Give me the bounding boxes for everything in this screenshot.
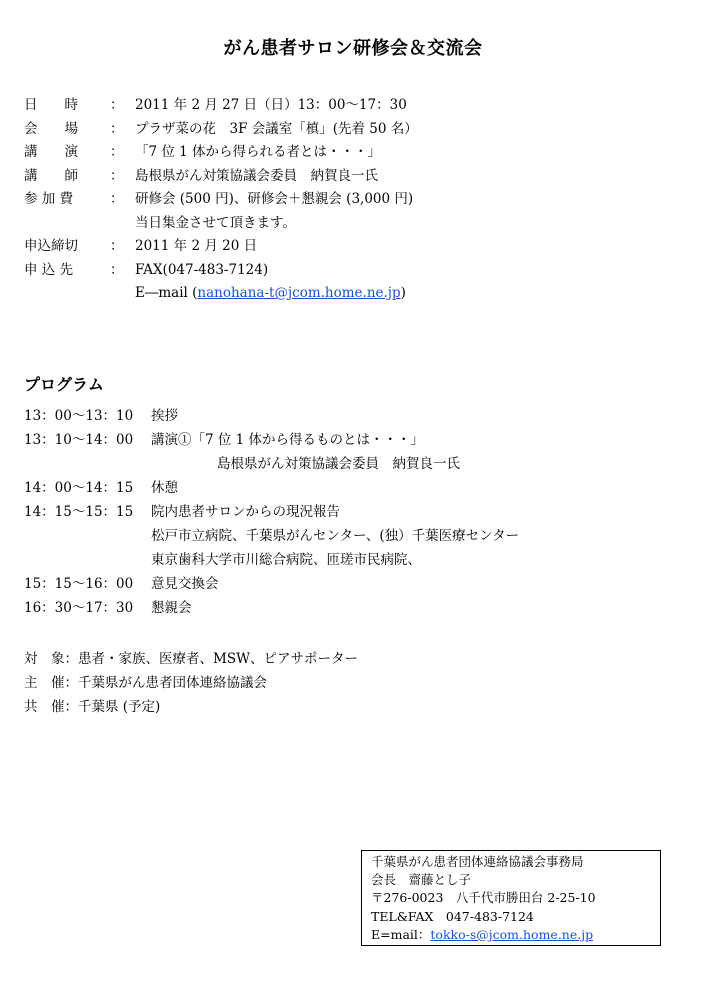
info-row-email xyxy=(24,285,684,309)
email-link[interactable]: nanohana-t@jcom.home.ne.jp xyxy=(197,285,401,301)
contact-org: 千葉県がん患者団体連絡協議会事務局 xyxy=(371,854,584,869)
info-colon: ： xyxy=(110,191,124,207)
info-label: 日 時 xyxy=(24,97,78,113)
info-label: 講 演 xyxy=(24,144,78,160)
info-value: プラザ菜の花 3F 会議室「槙」(先着 50 名） xyxy=(135,120,418,137)
info-value: 研修会 (500 円)、研修会＋懇親会 (3,000 円) xyxy=(135,191,414,207)
program-item xyxy=(24,456,684,480)
program-time: 13：00〜13：10 xyxy=(24,408,134,424)
program-item xyxy=(24,576,684,600)
program-text: 休憩 xyxy=(151,480,178,496)
info-value: 「7 位 1 体から得られる者とは・・・」 xyxy=(135,144,382,160)
program-list xyxy=(24,408,684,624)
info-label: 申 込 先 xyxy=(24,261,74,278)
email-suffix: ) xyxy=(400,285,406,301)
contact-email-line xyxy=(371,926,660,944)
info-value: 2011 年 2 月 20 日 xyxy=(135,238,258,254)
program-text: 東京歯科大学市川総合病院、匝瑳市民病院、 xyxy=(151,552,421,568)
program-item xyxy=(24,600,684,624)
program-text: 島根県がん対策協議会委員 納賀良一氏 xyxy=(217,456,460,472)
email-prefix: E―mail ( xyxy=(135,285,198,301)
info-value: 島根県がん対策協議会委員 納賀良一氏 xyxy=(135,167,378,184)
info-colon: ： xyxy=(110,120,124,137)
info-row-fee-note xyxy=(24,215,684,239)
info-value: 当日集金させて頂きます。 xyxy=(135,214,296,231)
info-label: 参 加 費 xyxy=(24,191,74,207)
organizer: 主 催：千葉県がん患者団体連絡協議会 xyxy=(24,675,267,691)
target-audience: 対 象：患者・家族、医療者、MSW、ピアサポーター xyxy=(24,651,358,667)
contact-telfax: TEL&FAX 047-483-7124 xyxy=(371,908,534,924)
program-item xyxy=(24,408,684,432)
program-text: 意見交換会 xyxy=(151,576,219,592)
info-label: 会 場 xyxy=(24,120,78,137)
info-row-venue xyxy=(24,121,684,145)
info-value: FAX(047-483-7124) xyxy=(135,261,269,278)
program-item xyxy=(24,552,684,576)
contact-email-label: E=mail： xyxy=(371,926,431,942)
info-row-date xyxy=(24,97,684,121)
program-time: 14：15〜15：15 xyxy=(24,504,134,520)
info-colon: ： xyxy=(110,167,124,184)
info-row-deadline xyxy=(24,238,684,262)
info-colon: ： xyxy=(110,238,124,254)
program-time: 16：30〜17：30 xyxy=(24,600,134,616)
program-time: 14：00〜14：15 xyxy=(24,480,134,496)
contact-email-link[interactable]: tokko-s@jcom.home.ne.jp xyxy=(430,926,594,942)
program-item xyxy=(24,432,684,456)
info-row-apply-to xyxy=(24,262,684,286)
program-text: 松戸市立病院、千葉県がんセンター、(独）千葉医療センター xyxy=(151,528,520,544)
info-colon: ： xyxy=(110,261,124,278)
program-time: 13：10〜14：00 xyxy=(24,432,134,448)
page-title: がん患者サロン研修会＆交流会 xyxy=(223,38,483,59)
event-info xyxy=(24,97,684,309)
contact-box xyxy=(361,850,661,946)
contact-address: 〒276-0023 八千代市勝田台 2-25-10 xyxy=(371,890,596,906)
info-colon: ： xyxy=(110,97,124,113)
contact-chair: 会長 齋藤とし子 xyxy=(371,872,472,888)
program-time: 15：15〜16：00 xyxy=(24,576,134,592)
info-row-speaker xyxy=(24,168,684,192)
program-item xyxy=(24,504,684,528)
info-row-lecture xyxy=(24,144,684,168)
program-text: 院内患者サロンからの現況報告 xyxy=(151,504,340,520)
program-heading: プログラム xyxy=(24,375,104,394)
info-value: 2011 年 2 月 27 日（日）13：00〜17：30 xyxy=(135,97,407,113)
email-line xyxy=(135,285,406,302)
program-item xyxy=(24,480,684,504)
program-text: 講演①「7 位 1 体から得るものとは・・・」 xyxy=(151,432,425,448)
info-label: 講 師 xyxy=(24,167,78,184)
co-organizer: 共 催：千葉県 (予定) xyxy=(24,699,161,715)
program-text: 懇親会 xyxy=(151,600,192,616)
info-colon: ： xyxy=(110,144,124,160)
info-label: 申込締切 xyxy=(24,238,78,254)
event-meta xyxy=(24,651,358,723)
info-row-fee xyxy=(24,191,684,215)
program-text: 挨拶 xyxy=(151,408,178,424)
program-item xyxy=(24,528,684,552)
